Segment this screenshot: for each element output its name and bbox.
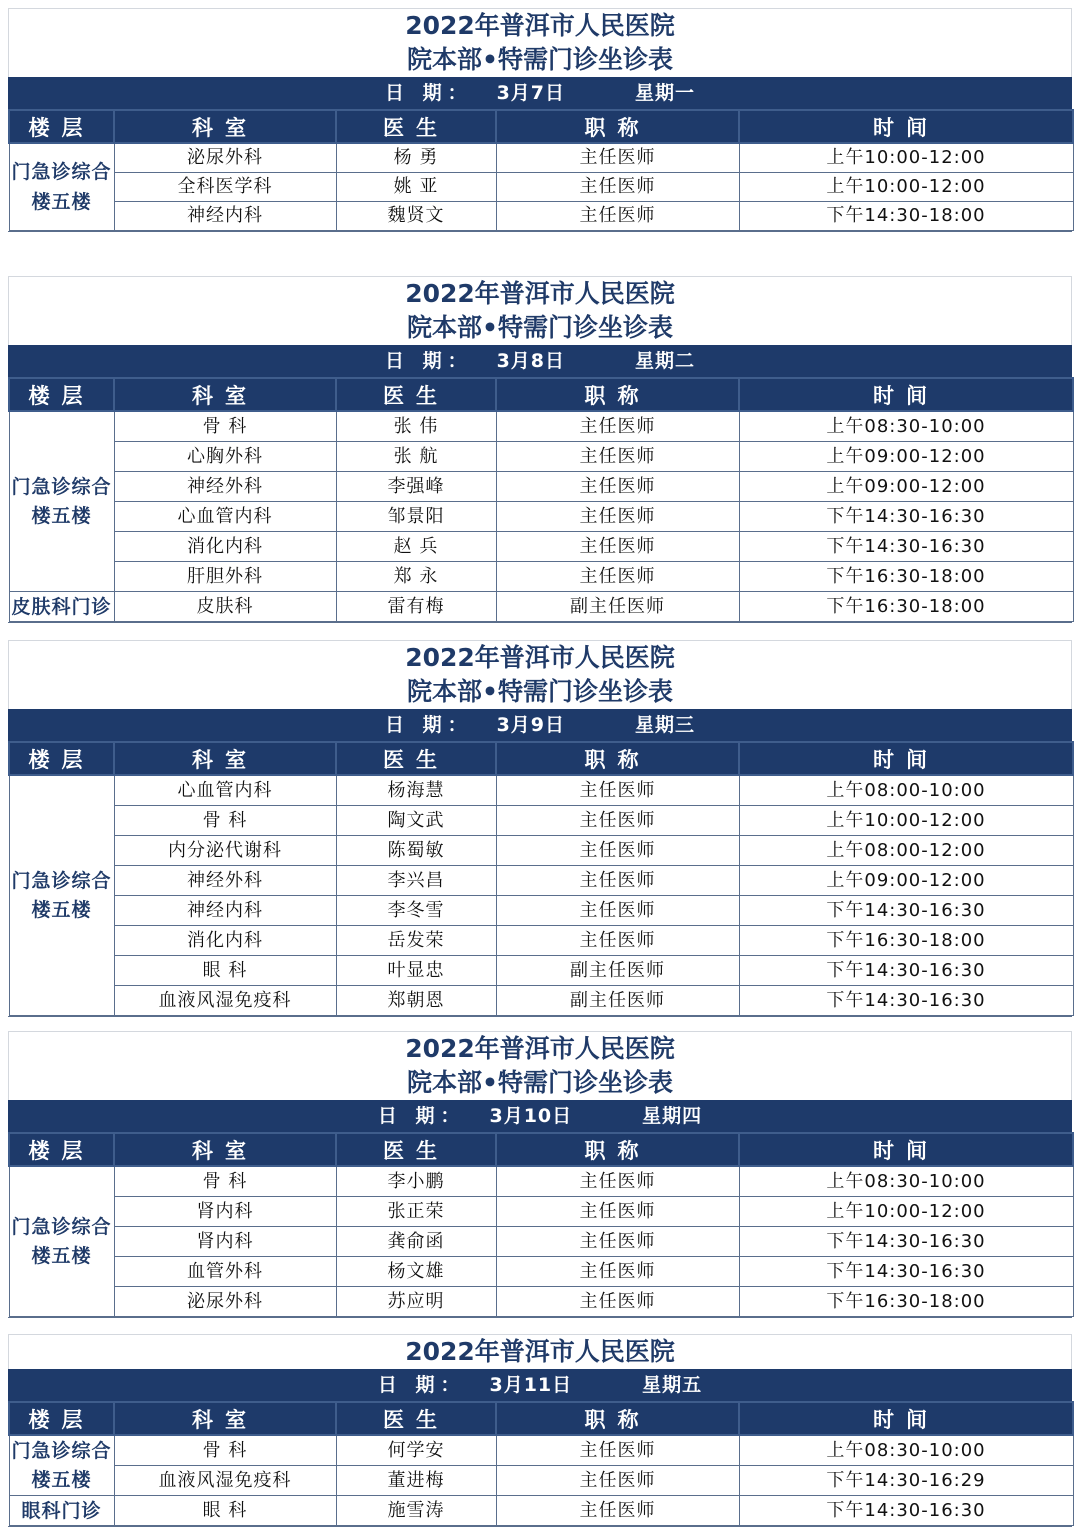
doctor-cell: 郑 永 <box>336 562 496 592</box>
table-row <box>9 1287 1073 1317</box>
rank-header: 职称 <box>496 378 739 411</box>
doctor-header: 医生 <box>336 1402 496 1435</box>
table-row <box>9 1197 1073 1227</box>
date-label: 日 期： <box>384 714 473 736</box>
table-body <box>9 1166 1073 1317</box>
table-row <box>9 143 1073 173</box>
floor-header: 楼层 <box>9 1133 114 1166</box>
hospital-title: 2022年普洱市人民医院 <box>405 1337 675 1366</box>
doctor-cell: 叶显忠 <box>336 956 496 986</box>
schedule-subtitle: 院本部•特需门诊坐诊表 <box>407 677 673 706</box>
time-header: 时间 <box>739 378 1073 411</box>
rank-cell: 主任医师 <box>496 442 739 472</box>
doctor-cell: 郑朝恩 <box>336 986 496 1016</box>
title-area <box>8 8 1072 77</box>
schedule-block <box>8 1031 1072 1318</box>
doctor-cell: 李兴昌 <box>336 866 496 896</box>
floor-cell: 门急诊综合楼五楼 <box>9 1435 114 1496</box>
dept-cell: 内分泌代谢科 <box>114 836 336 866</box>
table-row <box>9 1166 1073 1197</box>
doctor-cell: 李冬雪 <box>336 896 496 926</box>
schedule-block <box>8 8 1072 232</box>
rank-cell: 主任医师 <box>496 1257 739 1287</box>
hospital-title: 2022年普洱市人民医院 <box>405 643 675 672</box>
dept-cell: 肝胆外科 <box>114 562 336 592</box>
table-row <box>9 926 1073 956</box>
date-value: 3月10日 <box>489 1105 573 1127</box>
schedule-block <box>8 1334 1072 1527</box>
rank-cell: 主任医师 <box>496 1496 739 1526</box>
dept-cell: 消化内科 <box>114 532 336 562</box>
table-body <box>9 775 1073 1016</box>
weekday: 星期二 <box>635 350 696 372</box>
table-header <box>9 378 1073 411</box>
table-row <box>9 806 1073 836</box>
doctor-cell: 张 伟 <box>336 411 496 442</box>
table-row <box>9 866 1073 896</box>
date-bar <box>8 1100 1072 1132</box>
date-label: 日 期： <box>377 1374 466 1396</box>
table-row <box>9 1227 1073 1257</box>
time-cell: 上午08:30-10:00 <box>739 1435 1073 1466</box>
schedule-subtitle: 院本部•特需门诊坐诊表 <box>407 313 673 342</box>
table-row <box>9 532 1073 562</box>
rank-cell: 副主任医师 <box>496 592 739 622</box>
doctor-cell: 姚 亚 <box>336 173 496 202</box>
table-row <box>9 1496 1073 1526</box>
title-area <box>8 1334 1072 1369</box>
table-row <box>9 1435 1073 1466</box>
doctor-cell: 岳发荣 <box>336 926 496 956</box>
table-row <box>9 986 1073 1016</box>
rank-cell: 主任医师 <box>496 1435 739 1466</box>
dept-cell: 骨 科 <box>114 1435 336 1466</box>
table-row <box>9 562 1073 592</box>
table-body <box>9 411 1073 622</box>
table-body <box>9 1435 1073 1526</box>
rank-cell: 主任医师 <box>496 472 739 502</box>
table-row <box>9 592 1073 622</box>
doctor-header: 医生 <box>336 110 496 143</box>
dept-cell: 血液风湿免疫科 <box>114 986 336 1016</box>
doctor-cell: 魏贤文 <box>336 202 496 231</box>
schedule-table <box>8 1132 1074 1317</box>
time-cell: 下午14:30-16:30 <box>739 986 1073 1016</box>
dept-header: 科室 <box>114 110 336 143</box>
schedule-table <box>8 109 1074 231</box>
rank-cell: 主任医师 <box>496 866 739 896</box>
rank-cell: 主任医师 <box>496 1166 739 1197</box>
date-label: 日 期： <box>384 82 473 104</box>
time-cell: 下午14:30-16:30 <box>739 1227 1073 1257</box>
floor-cell: 皮肤科门诊 <box>9 592 114 622</box>
dept-cell: 肾内科 <box>114 1197 336 1227</box>
doctor-cell: 杨文雄 <box>336 1257 496 1287</box>
time-header: 时间 <box>739 1133 1073 1166</box>
floor-header: 楼层 <box>9 1402 114 1435</box>
header-row <box>9 110 1073 143</box>
rank-cell: 副主任医师 <box>496 986 739 1016</box>
rank-cell: 主任医师 <box>496 806 739 836</box>
table-row <box>9 472 1073 502</box>
doctor-header: 医生 <box>336 378 496 411</box>
rank-cell: 主任医师 <box>496 502 739 532</box>
table-row <box>9 411 1073 442</box>
header-row <box>9 742 1073 775</box>
table-row <box>9 173 1073 202</box>
date-label: 日 期： <box>384 350 473 372</box>
table-row <box>9 896 1073 926</box>
rank-header: 职称 <box>496 1133 739 1166</box>
weekday: 星期四 <box>642 1105 703 1127</box>
dept-cell: 神经内科 <box>114 202 336 231</box>
rank-cell: 主任医师 <box>496 411 739 442</box>
rank-cell: 主任医师 <box>496 775 739 806</box>
dept-cell: 心胸外科 <box>114 442 336 472</box>
hospital-title: 2022年普洱市人民医院 <box>405 279 675 308</box>
hospital-title: 2022年普洱市人民医院 <box>405 11 675 40</box>
date-value: 3月11日 <box>489 1374 573 1396</box>
doctor-cell: 李强峰 <box>336 472 496 502</box>
date-bar <box>8 709 1072 741</box>
doctor-header: 医生 <box>336 1133 496 1166</box>
floor-cell: 眼科门诊 <box>9 1496 114 1526</box>
doctor-cell: 董进梅 <box>336 1466 496 1496</box>
dept-cell: 眼 科 <box>114 956 336 986</box>
rank-cell: 主任医师 <box>496 1227 739 1257</box>
rank-cell: 副主任医师 <box>496 956 739 986</box>
time-cell: 下午16:30-18:00 <box>739 1287 1073 1317</box>
time-cell: 下午14:30-16:29 <box>739 1466 1073 1496</box>
date-bar <box>8 77 1072 109</box>
schedule-table <box>8 741 1074 1016</box>
date-value: 3月9日 <box>496 714 566 736</box>
rank-cell: 主任医师 <box>496 532 739 562</box>
schedule-table <box>8 1401 1074 1526</box>
doctor-cell: 雷有梅 <box>336 592 496 622</box>
time-cell: 上午08:00-10:00 <box>739 775 1073 806</box>
doctor-cell: 杨 勇 <box>336 143 496 173</box>
time-cell: 下午14:30-16:30 <box>739 896 1073 926</box>
rank-cell: 主任医师 <box>496 836 739 866</box>
rank-cell: 主任医师 <box>496 896 739 926</box>
floor-cell: 门急诊综合楼五楼 <box>9 143 114 231</box>
time-header: 时间 <box>739 1402 1073 1435</box>
dept-cell: 骨 科 <box>114 1166 336 1197</box>
floor-header: 楼层 <box>9 742 114 775</box>
doctor-cell: 张正荣 <box>336 1197 496 1227</box>
time-cell: 上午08:00-12:00 <box>739 836 1073 866</box>
rank-cell: 主任医师 <box>496 1197 739 1227</box>
dept-header: 科室 <box>114 1133 336 1166</box>
dept-header: 科室 <box>114 378 336 411</box>
dept-cell: 神经内科 <box>114 896 336 926</box>
floor-header: 楼层 <box>9 378 114 411</box>
time-cell: 下午14:30-16:30 <box>739 532 1073 562</box>
time-header: 时间 <box>739 110 1073 143</box>
date-bar <box>8 345 1072 377</box>
table-row <box>9 836 1073 866</box>
doctor-cell: 李小鹏 <box>336 1166 496 1197</box>
time-header: 时间 <box>739 742 1073 775</box>
time-cell: 下午16:30-18:00 <box>739 592 1073 622</box>
dept-cell: 骨 科 <box>114 411 336 442</box>
dept-cell: 神经外科 <box>114 472 336 502</box>
time-cell: 下午16:30-18:00 <box>739 926 1073 956</box>
date-label: 日 期： <box>377 1105 466 1127</box>
rank-cell: 主任医师 <box>496 562 739 592</box>
schedule-block <box>8 640 1072 1017</box>
table-row <box>9 956 1073 986</box>
floor-cell: 门急诊综合楼五楼 <box>9 411 114 592</box>
weekday: 星期一 <box>635 82 696 104</box>
time-cell: 上午10:00-12:00 <box>739 143 1073 173</box>
dept-cell: 消化内科 <box>114 926 336 956</box>
dept-cell: 泌尿外科 <box>114 143 336 173</box>
table-row <box>9 502 1073 532</box>
time-cell: 上午09:00-12:00 <box>739 472 1073 502</box>
dept-header: 科室 <box>114 1402 336 1435</box>
dept-cell: 皮肤科 <box>114 592 336 622</box>
table-header <box>9 110 1073 143</box>
rank-header: 职称 <box>496 1402 739 1435</box>
date-bar <box>8 1369 1072 1401</box>
doctor-cell: 龚俞函 <box>336 1227 496 1257</box>
table-header <box>9 742 1073 775</box>
dept-cell: 血液风湿免疫科 <box>114 1466 336 1496</box>
time-cell: 上午09:00-12:00 <box>739 442 1073 472</box>
date-value: 3月8日 <box>496 350 566 372</box>
dept-cell: 泌尿外科 <box>114 1287 336 1317</box>
rank-cell: 主任医师 <box>496 1466 739 1496</box>
doctor-cell: 杨海慧 <box>336 775 496 806</box>
table-row <box>9 1466 1073 1496</box>
schedule-subtitle: 院本部•特需门诊坐诊表 <box>407 45 673 74</box>
schedule-table <box>8 377 1074 622</box>
doctor-cell: 苏应明 <box>336 1287 496 1317</box>
doctor-cell: 邹景阳 <box>336 502 496 532</box>
time-cell: 上午10:00-12:00 <box>739 806 1073 836</box>
dept-cell: 肾内科 <box>114 1227 336 1257</box>
table-row <box>9 442 1073 472</box>
weekday: 星期三 <box>635 714 696 736</box>
dept-cell: 骨 科 <box>114 806 336 836</box>
time-cell: 上午08:30-10:00 <box>739 1166 1073 1197</box>
schedule-subtitle: 院本部•特需门诊坐诊表 <box>407 1068 673 1097</box>
dept-cell: 心血管内科 <box>114 775 336 806</box>
dept-cell: 全科医学科 <box>114 173 336 202</box>
rank-header: 职称 <box>496 110 739 143</box>
header-row <box>9 1133 1073 1166</box>
dept-header: 科室 <box>114 742 336 775</box>
rank-cell: 主任医师 <box>496 1287 739 1317</box>
rank-cell: 主任医师 <box>496 926 739 956</box>
floor-header: 楼层 <box>9 110 114 143</box>
doctor-cell: 陈蜀敏 <box>336 836 496 866</box>
time-cell: 下午14:30-18:00 <box>739 202 1073 231</box>
floor-cell: 门急诊综合楼五楼 <box>9 1166 114 1317</box>
doctor-cell: 何学安 <box>336 1435 496 1466</box>
time-cell: 上午10:00-12:00 <box>739 173 1073 202</box>
doctor-header: 医生 <box>336 742 496 775</box>
table-row <box>9 1257 1073 1287</box>
title-area <box>8 276 1072 345</box>
table-header <box>9 1402 1073 1435</box>
time-cell: 上午09:00-12:00 <box>739 866 1073 896</box>
table-body <box>9 143 1073 231</box>
rank-cell: 主任医师 <box>496 143 739 173</box>
rank-header: 职称 <box>496 742 739 775</box>
title-area <box>8 1031 1072 1100</box>
doctor-cell: 陶文武 <box>336 806 496 836</box>
dept-cell: 眼 科 <box>114 1496 336 1526</box>
dept-cell: 心血管内科 <box>114 502 336 532</box>
time-cell: 下午14:30-16:30 <box>739 956 1073 986</box>
floor-cell: 门急诊综合楼五楼 <box>9 775 114 1016</box>
time-cell: 下午14:30-16:30 <box>739 1496 1073 1526</box>
date-value: 3月7日 <box>496 82 566 104</box>
dept-cell: 血管外科 <box>114 1257 336 1287</box>
title-area <box>8 640 1072 709</box>
time-cell: 下午16:30-18:00 <box>739 562 1073 592</box>
doctor-cell: 施雪涛 <box>336 1496 496 1526</box>
time-cell: 上午08:30-10:00 <box>739 411 1073 442</box>
table-row <box>9 202 1073 231</box>
table-row <box>9 775 1073 806</box>
header-row <box>9 378 1073 411</box>
doctor-cell: 张 航 <box>336 442 496 472</box>
rank-cell: 主任医师 <box>496 173 739 202</box>
time-cell: 下午14:30-16:30 <box>739 1257 1073 1287</box>
weekday: 星期五 <box>642 1374 703 1396</box>
doctor-cell: 赵 兵 <box>336 532 496 562</box>
rank-cell: 主任医师 <box>496 202 739 231</box>
hospital-title: 2022年普洱市人民医院 <box>405 1034 675 1063</box>
dept-cell: 神经外科 <box>114 866 336 896</box>
header-row <box>9 1402 1073 1435</box>
schedule-block <box>8 276 1072 623</box>
time-cell: 上午10:00-12:00 <box>739 1197 1073 1227</box>
table-header <box>9 1133 1073 1166</box>
time-cell: 下午14:30-16:30 <box>739 502 1073 532</box>
